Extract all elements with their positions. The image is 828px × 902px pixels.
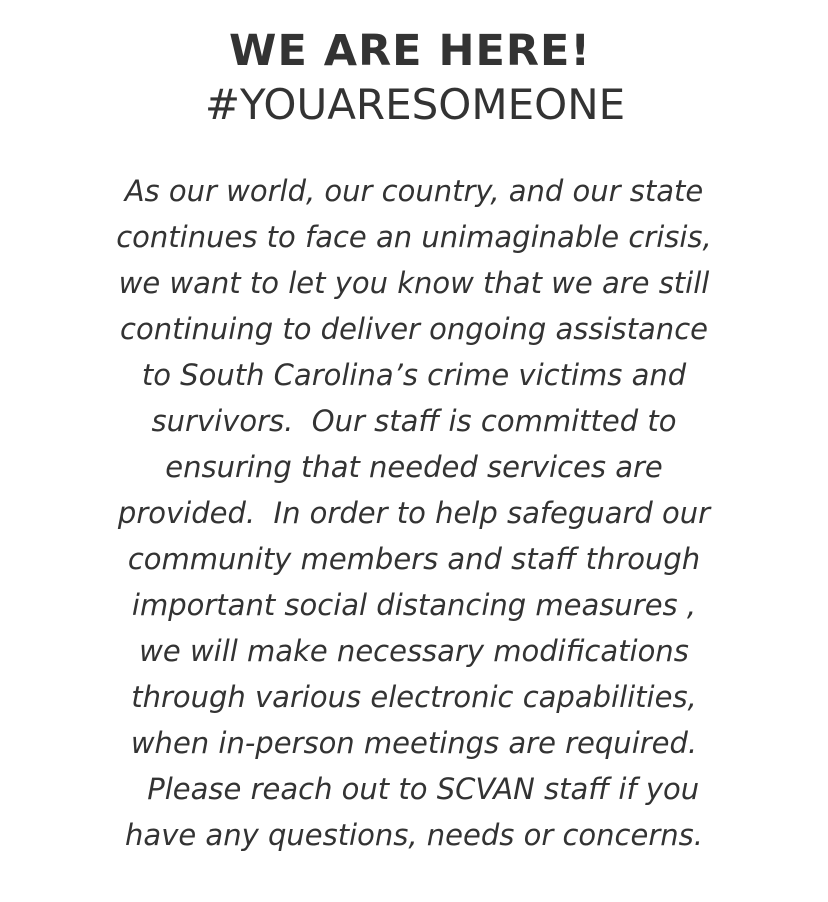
message-line: we will make necessary modifications	[139, 634, 689, 668]
hashtag-heading: #YOUARESOMEONE	[204, 80, 626, 129]
message-line: As our world, our country, and our state	[124, 174, 704, 208]
message-line: to South Carolina’s crime victims and	[141, 358, 687, 392]
message-line: community members and staff through	[127, 542, 701, 576]
message-line: through various electronic capabilities,	[131, 680, 697, 714]
message-line: continuing to deliver ongoing assistance	[120, 312, 708, 346]
message-line: provided. In order to help safeguard our	[117, 496, 711, 530]
announcement-message	[0, 168, 828, 858]
message-line: we want to let you know that we are still	[118, 266, 710, 300]
message-line: ensuring that needed services are	[165, 450, 663, 484]
page-title: WE ARE HERE!	[229, 26, 591, 76]
message-line: continues to face an unimaginable crisis,	[116, 220, 712, 254]
message-line: Please reach out to SCVAN staff if you	[128, 772, 700, 806]
message-line: when in-person meetings are required.	[130, 726, 698, 760]
message-line: have any questions, needs or concerns.	[125, 818, 703, 852]
message-line: survivors. Our staff is committed to	[151, 404, 677, 438]
message-line: important social distancing measures ,	[131, 588, 697, 622]
